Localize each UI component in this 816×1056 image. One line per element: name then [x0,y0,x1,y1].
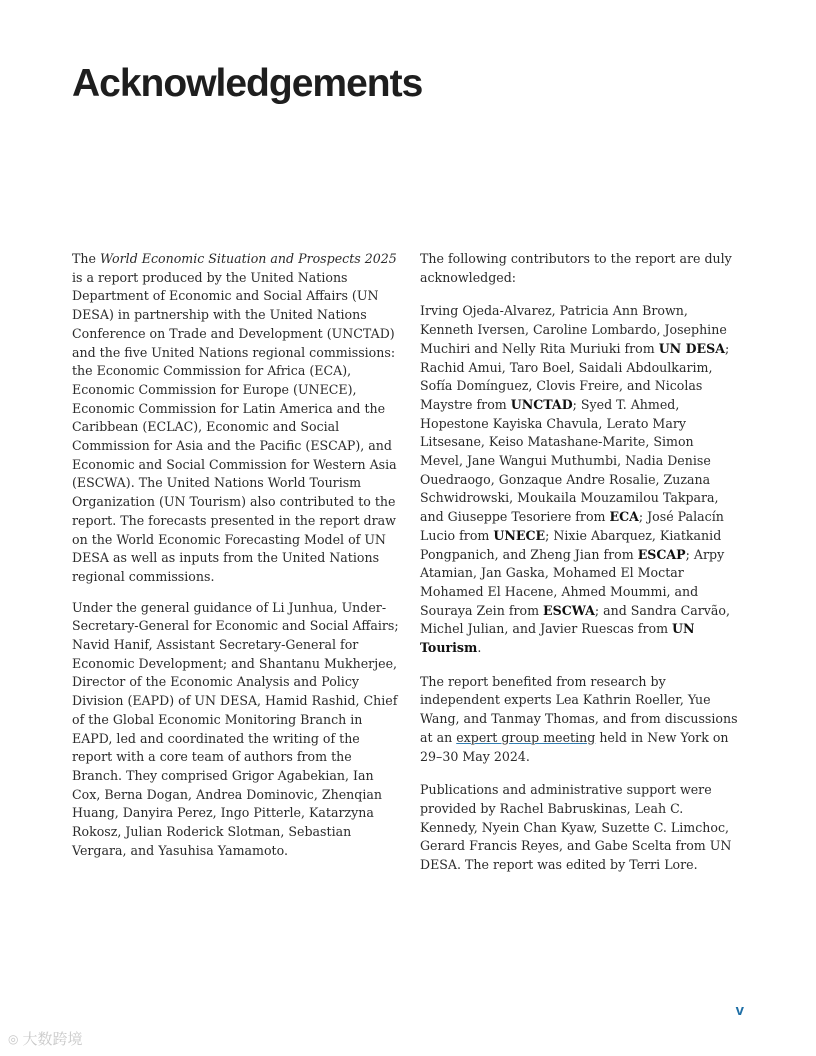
left-column [72,250,400,873]
intro-paragraph [72,250,400,587]
contributors-text: ; Nixie Abarquez, Kiatkanid Pongpanich, and Zheng Jian from [420,527,722,562]
expert-group-meeting-link[interactable]: expert group meeting [456,729,596,745]
contributors-intro: The following contributors to the report are duly acknowledged: [420,251,732,285]
intro-text-b: is a report produced by the United Nations Department of Economic and Social Affairs (UN DESA) in partnership with the United Nations Conference on Trade and Development (UNCTAD) and the five United Nations regional commissions: the Economic Commission for Africa (ECA), Economic Commission for Europe (UNECE), Economic Commission for Latin America and the Caribbean (ECLAC), Economic and Social Commission for Asia and the Pacific (ESCAP), and Economic and Social Commission for Western Asia (ESCWA). The United Nations World Tourism Organization (UN Tourism) also contributed to the report. The forecasts presented in the report draw on the World Economic Forecasting Model of UN DESA as well as inputs from the United Nations regional commissions. [72,269,397,584]
org-unece: UNECE [493,527,546,543]
contributors-text: ; Rachid Amui, Taro Boel, Saidali Abdoulkarim, Sofía Domínguez, Clovis Freire, and Nicolas Maystre from [420,340,730,412]
research-text-b: held in New York on 29–30 May 2024. [420,729,729,764]
contributors-text: ; Arpy Atamian, Jan Gaska, Mohamed El Moctar Mohamed El Hacene, Ahmed Moummi, and Souraya Zein from [420,546,725,618]
org-un-desa: UN DESA [658,340,725,356]
org-escwa: ESCWA [543,602,595,618]
research-text-a: The report benefited from research by independent experts Lea Kathrin Roeller, Yue Wang, and Tanmay Thomas, and from discussions at an [420,673,738,745]
contributors-text: ; and Sandra Carvão, Michel Julian, and Javier Ruescas from [420,602,731,637]
contributors-text: Irving Ojeda-Alvarez, Patricia Ann Brown, Kenneth Iversen, Caroline Lombardo, Josephine Muchiri and Nelly Rita Muriuki from [420,303,727,356]
contributors-text: ; Syed T. Ahmed, Hopestone Kayiska Chavula, Lerato Mary Litsesane, Keiso Matashane-Marite, Simon Mevel, Jane Wangui Muthumbi, Nadia Denise Ouedraogo, Gonzaque Andre Rosalie, Zuzana Schwidrowski, Moukaila Mouzamilou Takpara, and Giuseppe Tesoriere from [420,396,719,525]
org-unctad: UNCTAD [510,396,573,412]
publications-paragraph: Publications and administrative support were provided by Rachel Babruskinas, Leah C. Kennedy, Nyein Chan Kyaw, Suzette C. Limchoc, Gerard Francis Reyes, and Gabe Scelta from UN DESA. The report was edited by Terri Lore. [420,782,732,873]
watermark-logo-icon: ◎ [8,1031,19,1046]
contributors-text: . [477,640,482,656]
watermark [8,1028,83,1049]
right-column [420,250,740,887]
intro-text-a: The [72,251,100,266]
org-escap: ESCAP [637,546,686,562]
guidance-paragraph: Under the general guidance of Li Junhua, Under-Secretary-General for Economic and Social Affairs; Navid Hanif, Assistant Secretary-General for Economic Development; and Shantanu Mukherjee, Director of the Economic Analysis and Policy Division (EAPD) of UN DESA, Hamid Rashid, Chief of the Global Economic Monitoring Branch in EAPD, led and coordinated the writing of the report with a core team of authors from the Branch. They comprised Grigor Agabekian, Ian Cox, Berna Dogan, Andrea Dominovic, Zhenqian Huang, Danyira Perez, Ingo Pitterle, Katarzyna Rokosz, Julian Roderick Slotman, Sebastian Vergara, and Yasuhisa Yamamoto. [72,599,399,858]
contributors-text: ; José Palacín Lucio from [420,509,724,543]
org-eca: ECA [609,509,639,525]
contributors-paragraph [420,302,740,657]
page-title: Acknowledgements [72,62,423,105]
page-number: v [735,1002,744,1019]
report-title: World Economic Situation and Prospects 2025 [99,251,397,266]
org-un-tourism: UN Tourism [420,621,695,656]
research-paragraph [420,673,740,767]
watermark-text: 大数跨境 [22,1030,83,1048]
